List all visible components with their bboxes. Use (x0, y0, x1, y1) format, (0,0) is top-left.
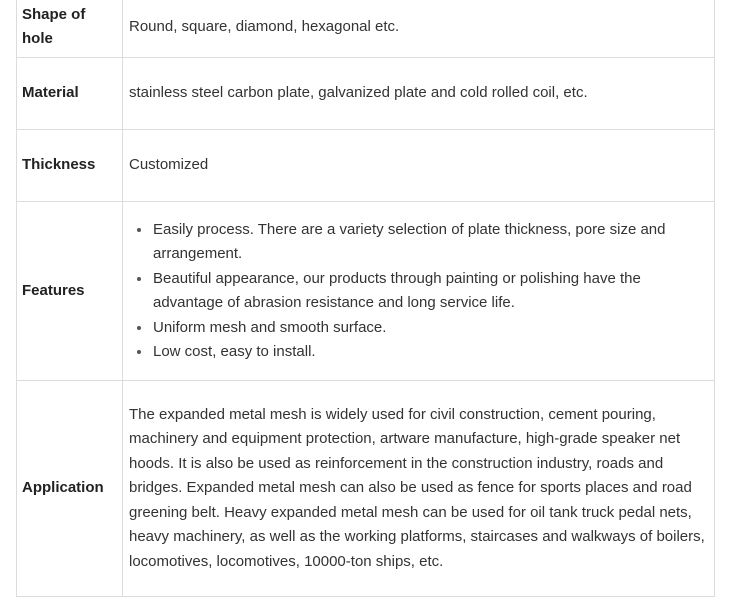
row-label-material: Material (17, 58, 123, 130)
row-label-thickness: Thickness (17, 130, 123, 202)
table-row (17, 58, 715, 130)
spec-table (16, 0, 715, 597)
list-item: Beautiful appearance, our products through painting or polishing have the advantage of abrasion resistance and long service life. (153, 267, 708, 316)
table-row (17, 0, 715, 58)
list-item: Uniform mesh and smooth surface. (153, 316, 708, 341)
list-item: Low cost, easy to install. (153, 340, 708, 365)
row-value-features (123, 202, 715, 381)
row-value-thickness: Customized (123, 130, 715, 202)
table-row (17, 202, 715, 381)
row-value-material: stainless steel carbon plate, galvanized plate and cold rolled coil, etc. (123, 58, 715, 130)
table-row (17, 130, 715, 202)
row-label-application: Application (17, 381, 123, 597)
row-label-shape-of-hole: Shape of hole (17, 0, 123, 58)
row-value-shape-of-hole: Round, square, diamond, hexagonal etc. (123, 0, 715, 58)
row-label-features: Features (17, 202, 123, 381)
list-item: Easily process. There are a variety selection of plate thickness, pore size and arrangement. (153, 218, 708, 267)
table-row (17, 381, 715, 597)
features-list (129, 218, 708, 365)
row-value-application: The expanded metal mesh is widely used for civil construction, cement pouring, machinery and equipment protection, artware manufacture, high-grade speaker net hoods. It is also be used as reinforcement in the construction industry, roads and bridges. Expanded metal mesh can also be used as fence for sports places and road greening belt. Heavy expanded metal mesh can be used for oil tank truck pedal nets, heavy machinery, as well as the working platforms, staircases and walkways of boilers, locomotives, locomotives, 10000-ton ships, etc. (123, 381, 715, 597)
